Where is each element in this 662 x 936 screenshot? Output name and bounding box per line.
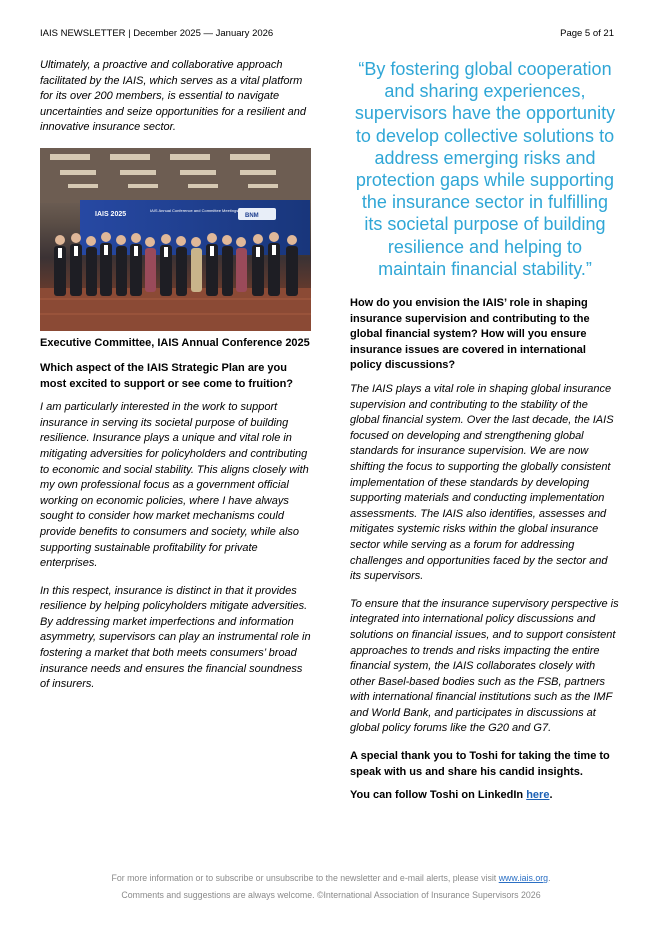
- pull-quote: “By fostering global cooperation and sharing experiences, supervisors have the opportunity to develop collective solutions to address emerging risks and protection gaps while supporting the insurance sector in fulfilling its societal purpose of building resilience and helping to maintain financial stability.”: [354, 59, 616, 279]
- newsletter-header: IAIS NEWSLETTER | December 2025 — January 2026: [40, 28, 274, 39]
- banner-title-text: IAIS Annual Conference and Committee Meetings: [150, 207, 239, 213]
- banner-logo-text: IAIS 2025: [95, 210, 127, 218]
- intro-paragraph: Ultimately, a proactive and collaborative approach facilitated by the IAIS, which serves as a vital platform for its over 200 members, is essential to navigate uncertainties and seize opportunities for a resilient and innovative insurance sector.: [40, 59, 306, 134]
- strategic-plan-answer-1: I am particularly interested in the work to support insurance in serving its societal purpose of building resilience. Insurance plays a unique and vital role in mitigating adversities for policyholders and contributing to economic and social stability. This aligns closely with my own professional focus as a government official working on economic policies, where I have always sought to consider how market mechanisms could provide benefits to consumers and society, while also supporting sustainable profitability for private enterprises.: [40, 401, 309, 570]
- footer-subscribe-end: .: [548, 873, 551, 883]
- conference-photo: [40, 148, 311, 331]
- photo-caption: Executive Committee, IAIS Annual Conference 2025: [40, 336, 310, 349]
- strategic-plan-question: Which aspect of the IAIS Strategic Plan are you most excited to support or see come to fruition?: [40, 361, 294, 390]
- linkedin-follow-end: .: [549, 789, 553, 802]
- footer-subscribe-line: [0, 873, 662, 883]
- right-column: [350, 58, 620, 812]
- footer-subscribe-text: For more information or to subscribe or unsubscribe to the newsletter and e-mail alerts, please visit: [111, 873, 499, 883]
- left-column: [40, 58, 312, 705]
- linkedin-follow: [350, 788, 620, 804]
- strategic-plan-answer-2: In this respect, insurance is distinct in that it provides resilience by helping policyholders mitigate adversities. By addressing market imperfections and information asymmetry, supervisors can play an instrumental role in fostering a market that both meets consumers’ broad insurance needs and ensures the financial soundness of insurers.: [40, 584, 311, 691]
- footer-website-link[interactable]: www.iais.org: [498, 873, 549, 883]
- linkedin-link[interactable]: here: [526, 789, 550, 802]
- linkedin-follow-text: You can follow Toshi on LinkedIn: [350, 789, 527, 802]
- footer-copyright: Comments and suggestions are always welcome. ©International Association of Insurance Supervisors 2026: [121, 890, 541, 900]
- page-number: Page 5 of 21: [560, 28, 614, 39]
- iais-role-question: How do you envision the IAIS’ role in shaping insurance supervision and contributing to the global financial system? How will you ensure insurance issues are covered in international policy discussions?: [350, 297, 590, 372]
- banner-brand-text: BNM: [245, 212, 259, 219]
- thank-you-note: A special thank you to Toshi for taking the time to speak with us and share his candid insights.: [350, 750, 610, 778]
- iais-role-answer-1: The IAIS plays a vital role in shaping global insurance supervision and contributing to the stability of the global financial system. Over the last decade, the IAIS focused on developing and strengthening global standards for insurance supervision. We are now shifting the focus to supporting the globally consistent implementation of these standards by developing supporting materials and conducting implementation assessments. The IAIS also identifies, assesses and mitigates systemic risks within the global insurance sector while serving as a forum for addressing challenges and opportunities faced by the sector and its supervisors.: [350, 383, 614, 583]
- iais-role-answer-2: To ensure that the insurance supervisory perspective is integrated into international policy discussions and solutions on financial issues, and to support consistent approaches to trends and risks impacting the entire financial system, the IAIS collaborates closely with other Basel-based bodies such as the FSB, partners with international financial institutions such as the IMF and World Bank, and participates in discussions at global policy forums like the G20 and G7.: [350, 597, 619, 735]
- conference-photo-illustration: [40, 148, 311, 331]
